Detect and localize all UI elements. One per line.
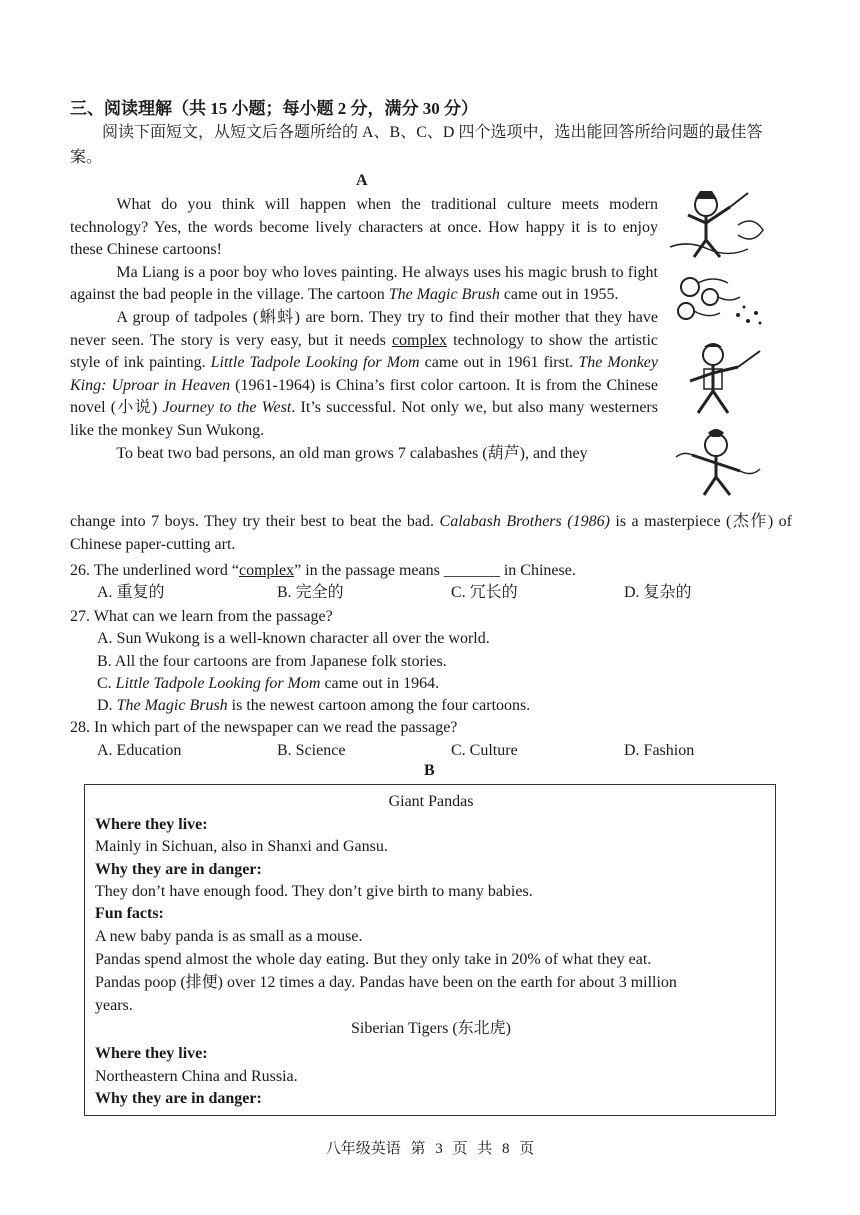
- tigers-where-text: Northeastern China and Russia.: [95, 1068, 298, 1085]
- tigers-where-label: Where they live:: [95, 1045, 208, 1062]
- calabash-brother-illustration: [668, 425, 768, 497]
- passage-a-paragraph-3: A group of tadpoles (蝌蚪) are born. They try to find their mother that they have never seen. The story is very easy, but it needs complex technology to show the artistic style of ink painting. Little Tadpole Looking for Mom came out in 1961 first. The Monkey King: Uproar in Heaven (1961-1964) is China’s first color cartoon. It is from the Chinese novel (小说) Journey to the West. It’s successful. Not only we, but also many westerners like the monkey Sun Wukong.: [70, 308, 659, 439]
- tadpoles-illustration: [668, 267, 768, 329]
- question-26-stem: 26. The underlined word “complex” in the passage means _______ in Chinese.: [70, 562, 576, 579]
- passage-a-paragraph-4: To beat two bad persons, an old man grows 7 calabashes (葫芦), and they: [116, 444, 588, 462]
- passage-b-box: [84, 784, 776, 1116]
- pandas-where-label: Where they live:: [95, 816, 208, 833]
- question-28-stem: 28. In which part of the newspaper can we read the passage?: [70, 719, 458, 736]
- passage-b-letter: B: [424, 762, 435, 779]
- passage-a-text: [70, 194, 658, 465]
- passage-a-paragraph-2: Ma Liang is a poor boy who loves painting. He always uses his magic brush to fight against the bad people in the village. The cartoon The Magic Brush came out in 1955.: [70, 263, 658, 304]
- ma-liang-illustration: [668, 185, 768, 260]
- cartoon-illustrations: [668, 185, 786, 500]
- pandas-title: Giant Pandas: [388, 793, 474, 810]
- monkey-king-illustration: [668, 337, 768, 417]
- tigers-danger-label: Why they are in danger:: [95, 1090, 262, 1107]
- question-28-option-d[interactable]: D. Fashion: [624, 742, 695, 759]
- underlined-word: complex: [391, 331, 448, 349]
- question-27-option-c[interactable]: C. Little Tadpole Looking for Mom came out in 1964.: [97, 675, 440, 692]
- passage-a-letter: A: [356, 172, 368, 189]
- pandas-fact-1: A new baby panda is as small as a mouse.: [95, 928, 363, 945]
- question-28-option-a[interactable]: A. Education: [97, 742, 182, 759]
- question-26-option-a[interactable]: A. 重复的: [97, 584, 165, 601]
- instructions: 阅读下面短文，从短文后各题所给的 A、B、C、D 四个选项中，选出能回答所给问题的最佳答案。: [70, 124, 763, 166]
- question-26-option-b[interactable]: B. 完全的: [277, 584, 344, 601]
- page-footer: 八年级英语 第 3 页 共 8 页: [325, 1141, 535, 1157]
- pandas-fact-3: Pandas poop (排便) over 12 times a day. Pandas have been on the earth for about 3 million: [95, 974, 677, 991]
- question-26-option-d[interactable]: D. 复杂的: [624, 584, 692, 601]
- passage-a-paragraph-1: What do you think will happen when the traditional culture meets modern technology? Yes, the words become lively characters at once. How happy it is to enjoy these Chinese cartoons!: [70, 196, 658, 259]
- pandas-facts-label: Fun facts:: [95, 905, 164, 922]
- pandas-fact-3-continued: years.: [95, 997, 133, 1014]
- tigers-title: Siberian Tigers (东北虎): [350, 1020, 511, 1037]
- question-28-option-b[interactable]: B. Science: [277, 742, 346, 759]
- pandas-danger-label: Why they are in danger:: [95, 861, 262, 878]
- question-26-option-c[interactable]: C. 冗长的: [451, 584, 518, 601]
- question-27-option-d[interactable]: D. The Magic Brush is the newest cartoon among the four cartoons.: [97, 697, 531, 714]
- question-27-stem: 27. What can we learn from the passage?: [70, 608, 333, 625]
- section-title: 三、阅读理解（共 15 小题；每小题 2 分，满分 30 分）: [70, 99, 478, 118]
- pandas-where-text: Mainly in Sichuan, also in Shanxi and Gansu.: [95, 838, 388, 855]
- question-27-option-a[interactable]: A. Sun Wukong is a well-known character all over the world.: [97, 630, 490, 647]
- pandas-fact-2: Pandas spend almost the whole day eating. But they only take in 20% of what they eat.: [95, 951, 652, 968]
- pandas-danger-text: They don’t have enough food. They don’t give birth to many babies.: [95, 883, 533, 900]
- passage-a-paragraph-4-continued: change into 7 boys. They try their best to beat the bad. Calabash Brothers (1986) is a masterpiece (杰作) of Chinese paper-cutting art.: [70, 513, 792, 553]
- question-27-option-b[interactable]: B. All the four cartoons are from Japanese folk stories.: [97, 653, 447, 670]
- question-28-option-c[interactable]: C. Culture: [451, 742, 518, 759]
